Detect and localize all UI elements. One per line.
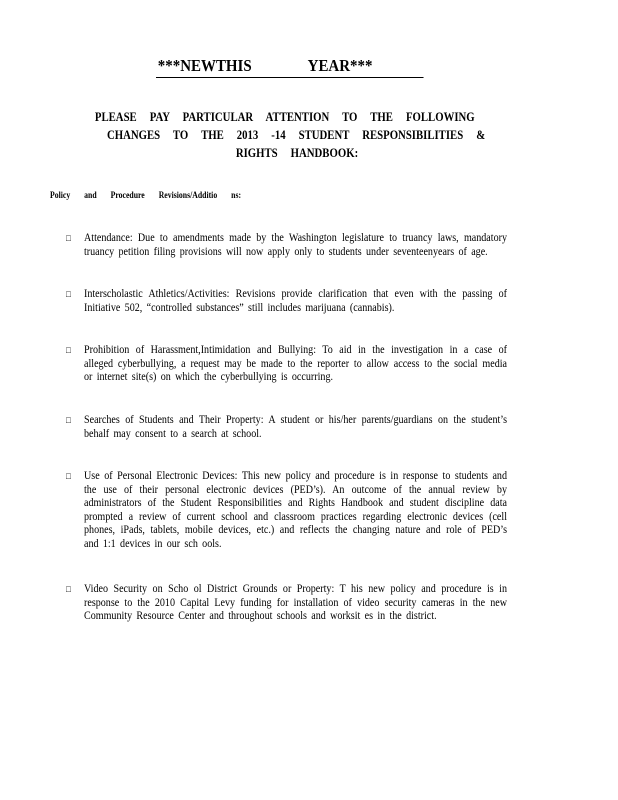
page-title-left: ***NEWTHIS: [157, 56, 252, 75]
list-item-video-security: [66, 583, 507, 624]
list-item-text: Interscholastic Athletics/Activities: Revisions provide clarification that even with the passing of Initiative 502, “controlled substances” still includes marijuana (cannabis).: [84, 288, 507, 314]
page-title-right: YEAR***: [307, 56, 373, 75]
checkbox-bullet-icon: [66, 288, 84, 315]
list-item-text: Use of Personal Electronic Devices: This new policy and procedure is in response to students and the use of their personal electronic devices (PED’s). An outcome of the annual review by administrators of the Student Responsibilities and Rights Handbook and student discipline data prompted a review of current school and classroom practices regarding electronic devices (cell phones, iPads, tablets, mobile devices, etc.) and reflects the changing nature and role of PED’s and 1:1 devices in our sch ools.: [84, 470, 507, 550]
revisions-subheading: Policy and Procedure Revisions/Additio ns:: [50, 190, 242, 200]
list-item-text: Searches of Students and Their Property: A student or his/her parents/guardians on the student’s behalf may consent to a search at school.: [84, 414, 507, 440]
checkbox-bullet-icon: [66, 344, 84, 385]
list-item-athletics: [66, 288, 507, 315]
list-item-bullying: [66, 344, 507, 385]
page-title: [156, 56, 424, 78]
list-item-text: Attendance: Due to amendments made by the Washington legislature to truancy laws, mandatory truancy petition filing provisions will now apply only to students under seventeenyears of age.: [84, 232, 507, 258]
checkbox-bullet-icon: [66, 583, 84, 624]
list-item-attendance: [66, 232, 507, 259]
notice-heading-line-3: RIGHTS HANDBOOK:: [235, 146, 359, 160]
notice-heading-line-2: CHANGES TO THE 2013 -14 STUDENT RESPONSIBILITIES &: [106, 128, 486, 142]
notice-heading-line-1: PLEASE PAY PARTICULAR ATTENTION TO THE FOLLOWING: [94, 110, 475, 124]
list-item-searches: [66, 414, 507, 441]
checkbox-bullet-icon: [66, 470, 84, 552]
notice-heading: [95, 108, 499, 162]
list-item-text: Video Security on Scho ol District Grounds or Property: T his new policy and procedure is in response to the 2010 Capital Levy funding for installation of video security cameras in the new Community Resource Center and throughout schools and worksit es in the district.: [84, 583, 507, 623]
list-item-electronic-devices: [66, 470, 507, 552]
checkbox-bullet-icon: [66, 414, 84, 441]
list-item-text: Prohibition of Harassment,Intimidation and Bullying: To aid in the investigation in a case of alleged cyberbullying, a request may be made to the reporter to allow access to the social media or internet site(s) on which the cyberbullying is occurring.: [84, 344, 507, 384]
checkbox-bullet-icon: [66, 232, 84, 259]
